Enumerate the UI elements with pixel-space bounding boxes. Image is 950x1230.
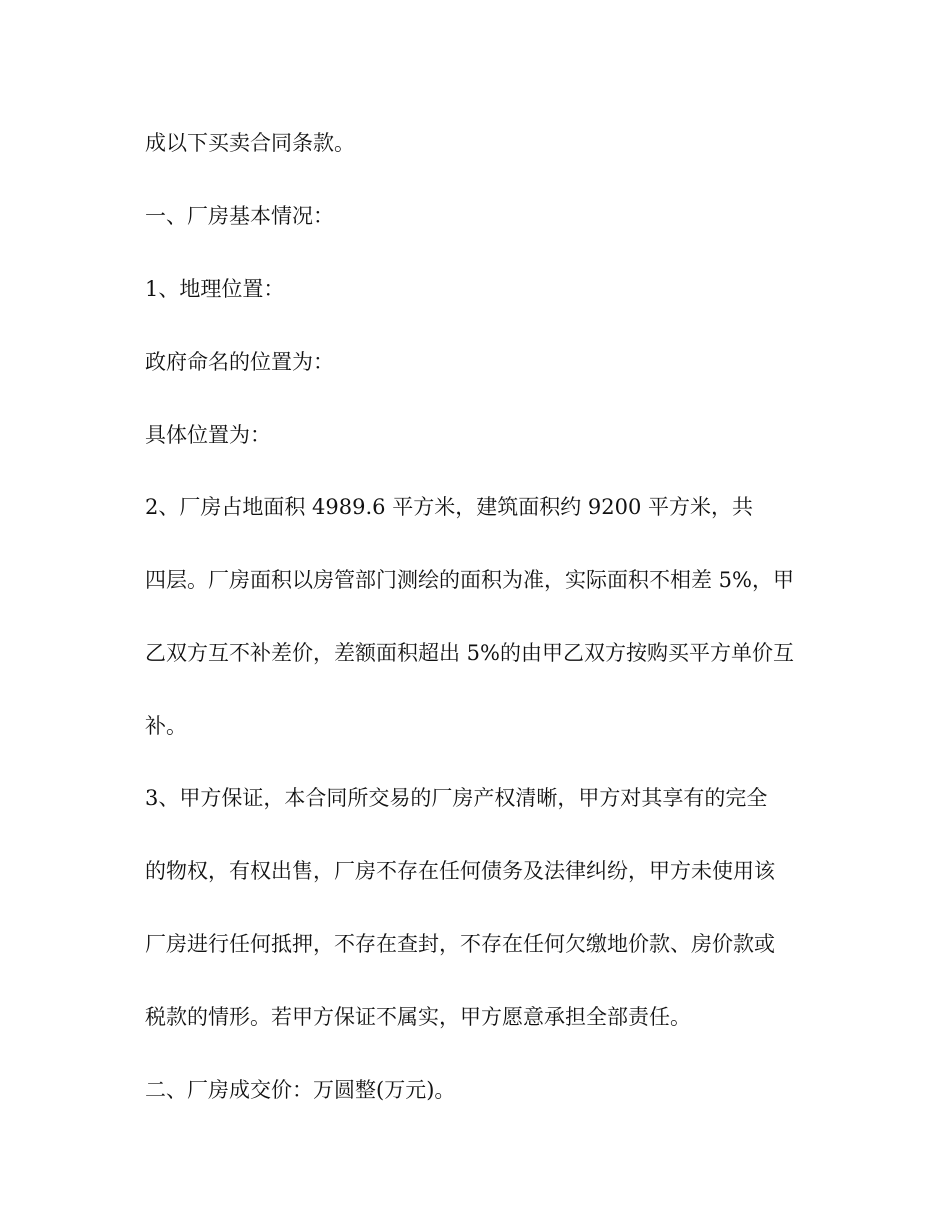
section-heading-price: 二、厂房成交价：万圆整(万元)。	[145, 1078, 456, 1102]
government-location-line: 政府命名的位置为：	[145, 350, 334, 374]
area-clause-line: 乙双方互不补差价，差额面积超出 5%的由甲乙双方按购买平方单价互	[145, 641, 794, 665]
area-clause-line: 四层。厂房面积以房管部门测绘的面积为准，实际面积不相差 5%，甲	[145, 568, 794, 592]
specific-location-line: 具体位置为：	[145, 423, 271, 447]
guarantee-clause-line: 3、甲方保证，本合同所交易的厂房产权清晰，甲方对其享有的完全	[145, 786, 768, 810]
area-clause-line: 补。	[145, 714, 187, 738]
guarantee-clause-line: 厂房进行任何抵押，不存在查封，不存在任何欠缴地价款、房价款或	[145, 932, 775, 956]
item-location-heading: 1、地理位置：	[145, 277, 285, 301]
text-line-continuation: 成以下买卖合同条款。	[145, 131, 355, 155]
guarantee-clause-line: 税款的情形。若甲方保证不属实，甲方愿意承担全部责任。	[145, 1005, 691, 1029]
guarantee-clause-line: 的物权，有权出售，厂房不存在任何债务及法律纠纷，甲方未使用该	[145, 859, 775, 883]
area-clause-line: 2、厂房占地面积 4989.6 平方米，建筑面积约 9200 平方米，共	[145, 495, 753, 519]
section-heading-basic-info: 一、厂房基本情况：	[145, 204, 334, 228]
